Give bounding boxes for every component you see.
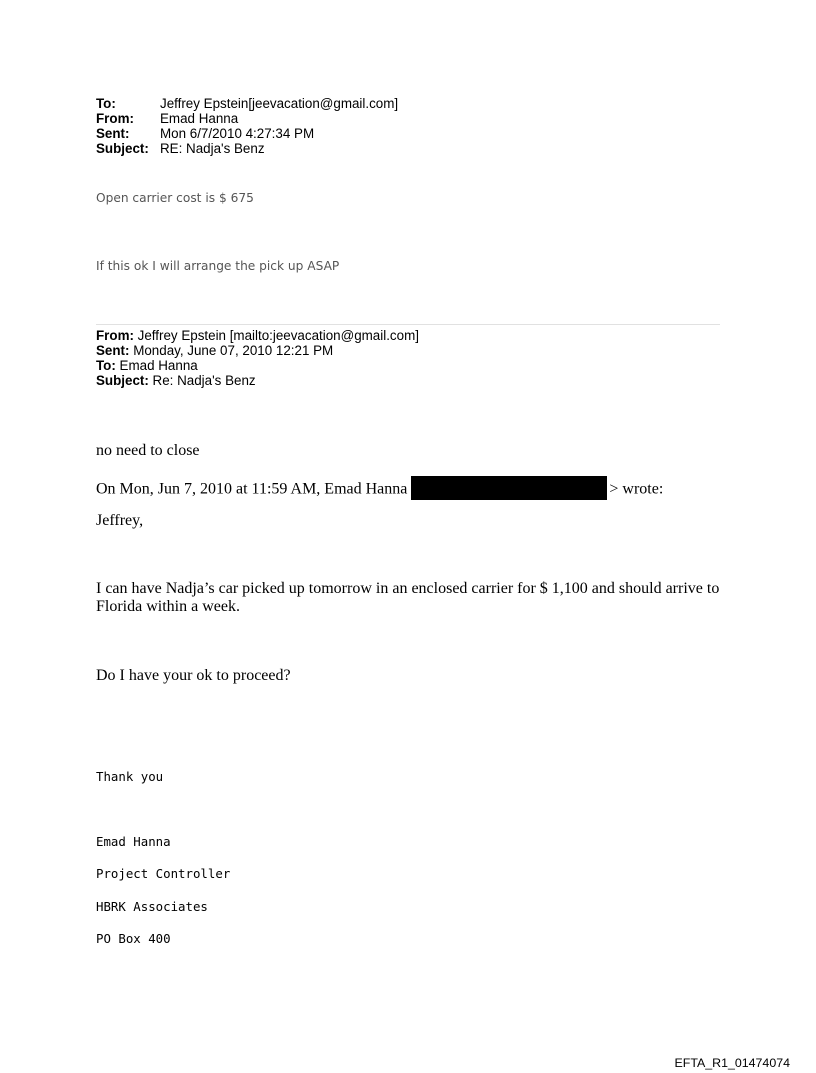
document-id: EFTA_R1_01474074 [674, 1056, 790, 1070]
to-value: Jeffrey Epstein[jeevacation@gmail.com] [160, 96, 399, 111]
greeting-text: Jeffrey, [96, 512, 144, 529]
quoted-subject-row [96, 373, 419, 388]
quoted-from-label: From: [96, 328, 134, 343]
sent-value: Mon 6/7/2010 4:27:34 PM [160, 126, 315, 141]
from-row [96, 111, 398, 126]
reply-line-cost: Open carrier cost is $ 675 [96, 191, 254, 205]
email-header [96, 96, 398, 156]
thank-you-text: Thank you [96, 769, 164, 784]
from-value: Emad Hanna [160, 111, 239, 126]
redaction-box [411, 476, 607, 500]
signature-name: Emad Hanna [96, 834, 171, 849]
quoted-subject-value: Re: Nadja's Benz [148, 373, 256, 388]
quoted-to-value: Emad Hanna [115, 358, 198, 373]
to-label: To: [96, 96, 116, 111]
carrier-paragraph: I can have Nadja’s car picked up tomorrow in an enclosed carrier for $ 1,100 and should arrive to Florida within a week. [96, 580, 720, 615]
quoted-to-label: To: [96, 358, 116, 373]
quoted-sent-value: Monday, June 07, 2010 12:21 PM [129, 343, 334, 358]
quoted-subject-label: Subject: [96, 373, 149, 388]
on-date-prefix: On Mon, Jun 7, 2010 at 11:59 AM, Emad Hanna [96, 480, 408, 498]
quoted-from-value: Jeffrey Epstein [mailto:jeevacation@gmail.com] [133, 328, 419, 343]
sent-row [96, 126, 398, 141]
on-date-suffix: > wrote: [609, 480, 664, 498]
on-date-line [96, 478, 663, 502]
quoted-from-row [96, 328, 419, 343]
reply-line-arrange: If this ok I will arrange the pick up ASAP [96, 259, 340, 273]
sent-label: Sent: [96, 126, 130, 141]
signature-company: HBRK Associates [96, 899, 208, 914]
quoted-sent-row [96, 343, 419, 358]
proceed-question: Do I have your ok to proceed? [96, 667, 291, 684]
from-label: From: [96, 111, 134, 126]
quote-divider [96, 324, 720, 325]
no-need-text: no need to close [96, 442, 200, 459]
subject-label: Subject: [96, 141, 149, 156]
quoted-header [96, 328, 419, 388]
quoted-sent-label: Sent: [96, 343, 130, 358]
quoted-to-row [96, 358, 419, 373]
signature-address: PO Box 400 [96, 931, 171, 946]
subject-row [96, 141, 398, 156]
signature-title: Project Controller [96, 866, 231, 881]
to-row [96, 96, 398, 111]
subject-value: RE: Nadja's Benz [160, 141, 265, 156]
